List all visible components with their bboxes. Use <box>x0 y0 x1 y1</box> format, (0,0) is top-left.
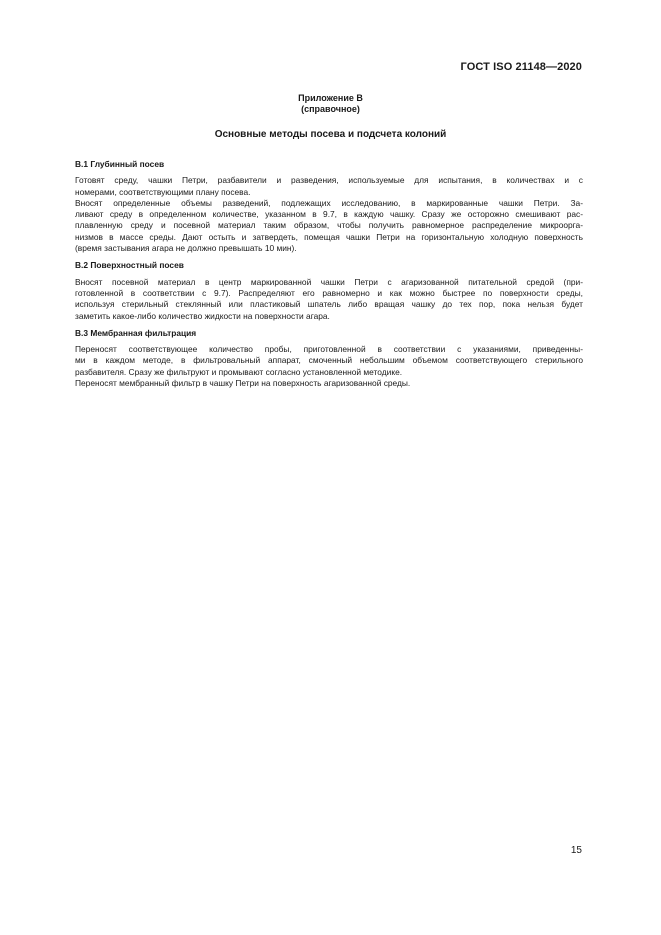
section <box>75 159 583 254</box>
document-body <box>75 159 583 395</box>
text-line: Вносят определенные объемы разведений, подлежащих исследованию, в маркированные чашки Петри. За- <box>75 197 583 208</box>
text-line: ливают среду в определенном количестве, указанном в 9.7, в каждую чашку. Сразу же осторожно смешивают рас- <box>75 209 583 220</box>
section <box>75 328 583 389</box>
text-line: плавленную среду и посевной материал таким образом, чтобы получить равномерное распределение микроорга- <box>75 220 583 231</box>
section-heading: B.3 Мембранная фильтрация <box>75 327 197 338</box>
text-line: разбавителя. Сразу же фильтруют и промывают согласно установленной методике. <box>75 366 403 377</box>
text-line: ми в каждом методе, в фильтровальный аппарат, смоченный небольшим объемом соответствующего стерильного <box>75 355 583 366</box>
standard-header: ГОСТ ISO 21148—2020 <box>460 61 582 73</box>
text-line: Переносят соответствующее количество пробы, приготовленной в соответствии с указаниями, приведенны- <box>75 344 583 355</box>
appendix-title: Основные методы посева и подсчета колоний <box>214 129 447 140</box>
text-line: номерами, соответствующими плану посева. <box>75 186 251 197</box>
section-heading: B.2 Поверхностный посев <box>75 260 184 271</box>
page-number: 15 <box>570 845 582 856</box>
text-line: Готовят среду, чашки Петри, разбавители и разведения, используемые для испытания, в количествах и с <box>75 175 583 186</box>
text-line: Вносят посевной материал в центр маркированной чашки Петри с агаризованной питательной средой (при- <box>75 276 583 287</box>
paragraph <box>75 198 583 254</box>
appendix-type: (справочное) <box>301 104 360 114</box>
section-heading: B.1 Глубинный посев <box>75 159 165 169</box>
text-line: Переносят мембранный фильтр в чашку Петри на поверхность агаризованной среды. <box>75 378 411 389</box>
appendix-heading <box>0 93 661 115</box>
text-line: используя стерильный стеклянный или пластиковый шпатель либо вращая чашку до тех пор, пока нельзя будет <box>75 299 583 310</box>
paragraph <box>75 344 583 378</box>
text-line: готовленной в соответствии с 9.7). Распределяют его равномерно и как можно быстрее по поверхности среды, <box>75 287 583 298</box>
paragraph <box>75 378 583 389</box>
appendix-label: Приложение B <box>298 93 363 103</box>
text-line: (время застывания агара не должно превышать 10 мин). <box>75 243 297 254</box>
section <box>75 260 583 321</box>
paragraph <box>75 277 583 322</box>
paragraph <box>75 175 583 198</box>
text-line: низмов в массе среды. Дают остыть и затвердеть, помещая чашки Петри на горизонтальную холодную поверхность <box>75 231 583 242</box>
text-line: заметить какое-либо количество жидкости на поверхности агара. <box>75 310 330 321</box>
